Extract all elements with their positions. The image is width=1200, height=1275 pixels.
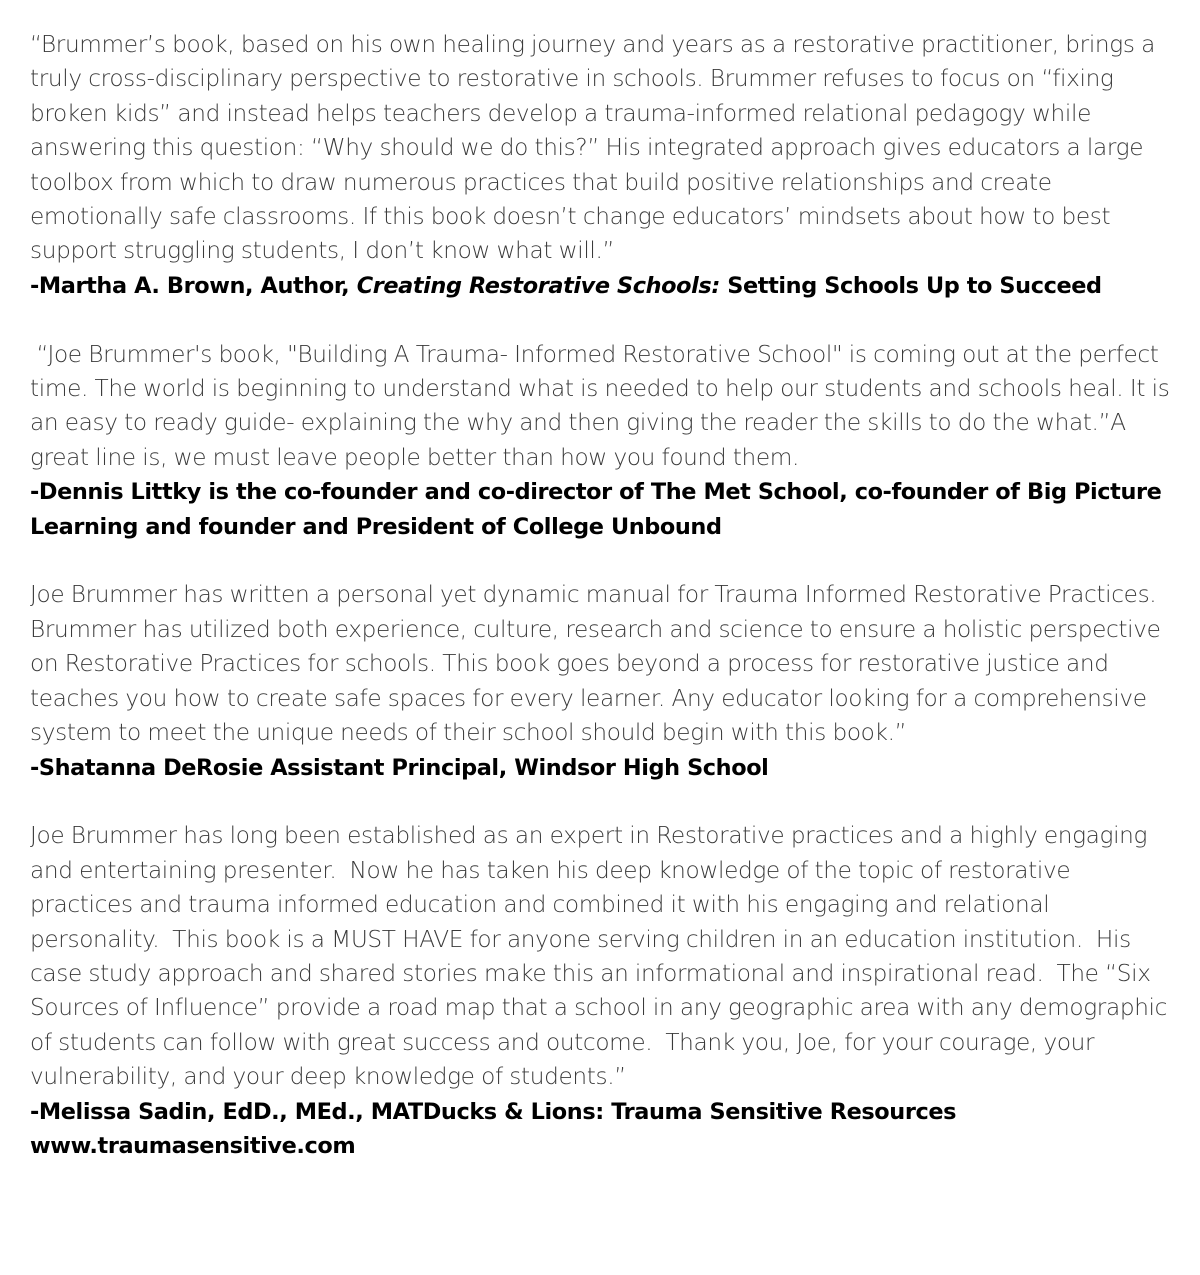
quote-line: of students can follow with great success and outcome. Thank you, Joe, for your courage, your <box>30 1028 1095 1056</box>
quote-line: system to meet the unique needs of their school should begin with this book.” <box>30 719 907 747</box>
testimonial-dennis-littky <box>30 338 1180 544</box>
quote-line: “Joe Brummer's book, "Building A Trauma- Informed Restorative School" is coming out at the perfect <box>30 340 1159 368</box>
testimonial-shatanna-derosie <box>30 578 1180 784</box>
testimonial-quote <box>30 28 1180 269</box>
website-link[interactable]: www.traumasensitive.com <box>30 1132 356 1159</box>
quote-line: Joe Brummer has written a personal yet dynamic manual for Trauma Informed Restorative Practices. <box>30 581 1157 609</box>
section-spacer <box>30 303 1180 337</box>
testimonial-quote <box>30 819 1180 1094</box>
attribution-prefix: -Martha A. Brown, Author, <box>30 272 357 299</box>
quote-line: an easy to ready guide- explaining the why and then giving the reader the skills to do the what.”A <box>30 409 1126 437</box>
quote-line: support struggling students, I don’t know what will.” <box>30 237 615 265</box>
quote-line: emotionally safe classrooms. If this book doesn’t change educators’ mindsets about how to best <box>30 203 1111 231</box>
testimonials-page <box>30 28 1180 1163</box>
quote-line: and entertaining presenter. Now he has taken his deep knowledge of the topic of restorative <box>30 856 1071 884</box>
testimonial-quote <box>30 338 1180 476</box>
testimonial-attribution: Learning and founder and President of College Unbound <box>30 513 722 540</box>
testimonial-attribution: -Shatanna DeRosie Assistant Principal, Windsor High School <box>30 754 769 781</box>
quote-line: “Brummer’s book, based on his own healing journey and years as a restorative practitioner, brings a <box>30 31 1155 58</box>
quote-line: vulnerability, and your deep knowledge of students.” <box>30 1063 626 1091</box>
quote-line: practices and trauma informed education and combined it with his engaging and relational <box>30 891 1050 919</box>
quote-line: time. The world is beginning to understand what is needed to help our students and schools heal. It is <box>30 375 1170 403</box>
quote-line: Joe Brummer has long been established as an expert in Restorative practices and a highly engaging <box>30 822 1148 850</box>
quote-line: Brummer has utilized both experience, culture, research and science to ensure a holistic perspective <box>30 615 1161 643</box>
testimonial-melissa-sadin <box>30 819 1180 1163</box>
quote-line: truly cross-disciplinary perspective to restorative in schools. Brummer refuses to focus on “fixing <box>30 65 1114 93</box>
quote-line: great line is, we must leave people better than how you found them. <box>30 443 800 471</box>
testimonial-attribution: -Dennis Littky is the co-founder and co-director of The Met School, co-founder of Big Picture <box>30 479 1162 506</box>
quote-line: Sources of Influence” provide a road map that a school in any geographic area with any demographic <box>30 994 1168 1022</box>
section-spacer <box>30 785 1180 819</box>
book-subtitle: Setting Schools Up to Succeed <box>719 272 1102 299</box>
quote-line: toolbox from which to draw numerous practices that build positive relationships and create <box>30 168 1052 196</box>
testimonial-martha-brown <box>30 28 1180 303</box>
quote-line: teaches you how to create safe spaces for every learner. Any educator looking for a comprehensive <box>30 684 1147 712</box>
section-spacer <box>30 544 1180 578</box>
quote-line: broken kids” and instead helps teachers develop a trauma-informed relational pedagogy while <box>30 99 1091 127</box>
quote-line: on Restorative Practices for schools. This book goes beyond a process for restorative justice and <box>30 650 1109 678</box>
quote-line: personality. This book is a MUST HAVE for anyone serving children in an education institution. His <box>30 925 1131 953</box>
testimonial-attribution: -Melissa Sadin, EdD., MEd., MATDucks & Lions: Trauma Sensitive Resources <box>30 1098 957 1125</box>
quote-line: answering this question: “Why should we do this?” His integrated approach gives educators a large <box>30 134 1144 162</box>
testimonial-attribution <box>30 269 1180 303</box>
quote-line: case study approach and shared stories make this an informational and inspirational read. The “Six <box>30 959 1151 987</box>
book-title: Creating Restorative Schools: <box>356 272 720 299</box>
testimonial-quote <box>30 578 1180 750</box>
